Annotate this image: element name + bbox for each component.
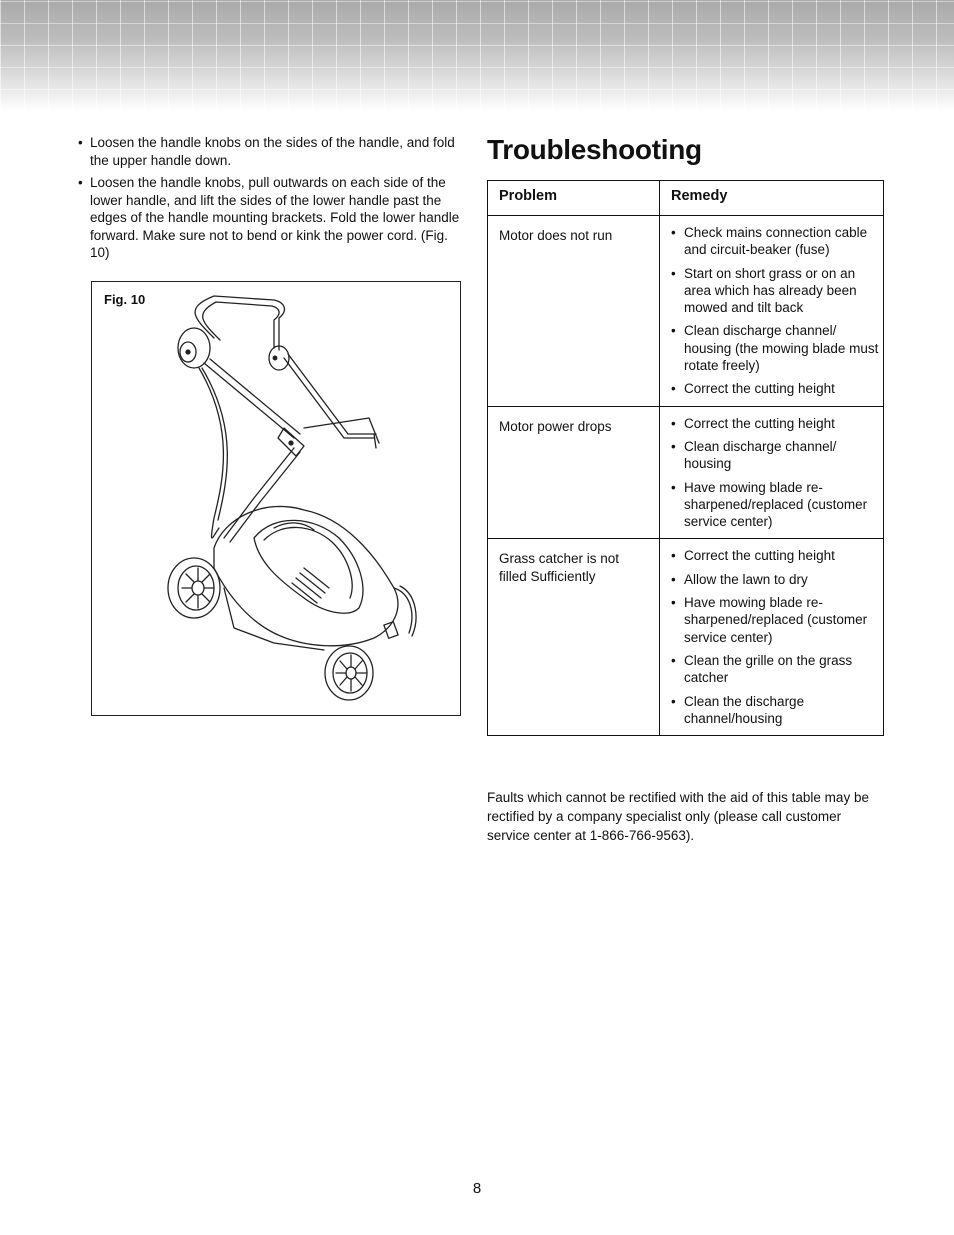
instruction-item: • Loosen the handle knobs on the sides of the handle, and fold the upper handle down. [78, 134, 462, 169]
page-title: Troubleshooting [487, 134, 702, 165]
table-header-row [488, 181, 884, 216]
remedy-item: • Correct the cutting height [671, 380, 879, 397]
remedy-item: • Have mowing blade re-sharpened/replaced (customer service center) [671, 594, 879, 646]
table-row [488, 406, 884, 539]
table-row [488, 539, 884, 736]
instruction-item: • Loosen the handle knobs, pull outwards on each side of the lower handle, and lift the sides of the lower handle past the edges of the handle mounting brackets. Fold the lower handle forward. Make sure not to bend or kink the power cord. (Fig. 10) [78, 174, 462, 262]
remedy-item: • Check mains connection cable and circuit-beaker (fuse) [671, 224, 879, 259]
instruction-list [78, 134, 462, 262]
table-row [488, 216, 884, 407]
footnote: Faults which cannot be rectified with the aid of this table may be rectified by a company specialist only (please call customer service center at 1-866-766-9563). [487, 789, 869, 843]
remedy-item: • Start on short grass or on an area which has already been mowed and tilt back [671, 265, 879, 317]
remedy-item: • Clean discharge channel/ housing [671, 438, 879, 473]
header-band [0, 0, 954, 112]
remedy-cell [660, 539, 884, 736]
problem-cell: Motor does not run [488, 216, 660, 407]
page-number: 8 [472, 1180, 482, 1197]
instructions [78, 134, 462, 267]
remedy-item: • Allow the lawn to dry [671, 571, 879, 588]
figure-box [91, 281, 461, 716]
troubleshooting-table [487, 180, 884, 736]
problem-cell: Motor power drops [488, 406, 660, 539]
remedy-item: • Clean discharge channel/ housing (the mowing blade must rotate freely) [671, 322, 879, 374]
remedy-item: • Clean the discharge channel/housing [671, 693, 879, 728]
remedy-item: • Clean the grille on the grass catcher [671, 652, 879, 687]
remedy-cell [660, 216, 884, 407]
figure-label: Fig. 10 [104, 292, 146, 307]
remedy-item: • Have mowing blade re-sharpened/replaced (customer service center) [671, 479, 879, 531]
remedy-cell [660, 406, 884, 539]
column-header-remedy: Remedy [660, 181, 884, 216]
remedy-item: • Correct the cutting height [671, 415, 879, 432]
lawn-mower-folded-illustration [154, 288, 444, 708]
column-header-problem: Problem [488, 181, 660, 216]
remedy-item: • Correct the cutting height [671, 547, 879, 564]
problem-cell: Grass catcher is not filled Sufficiently [488, 539, 660, 736]
